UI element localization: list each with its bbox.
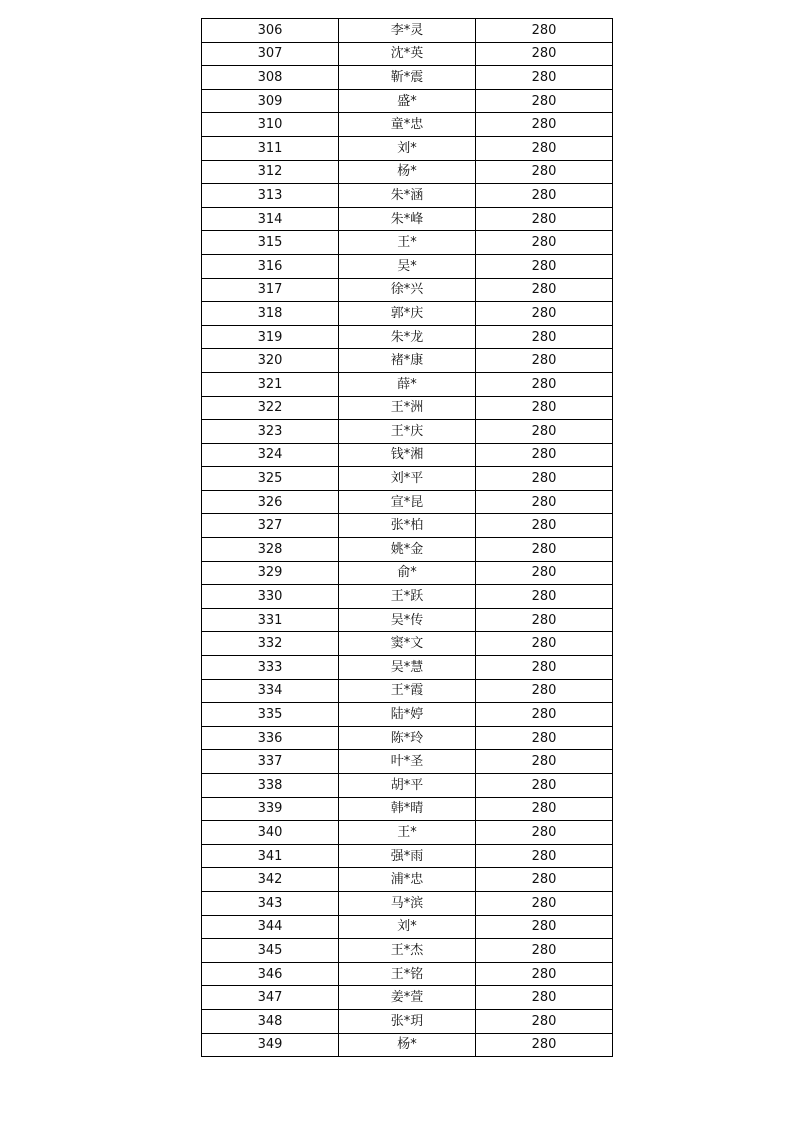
- table-row: [202, 774, 613, 798]
- name-cell: 杨*: [339, 160, 476, 184]
- name-cell: 胡*平: [339, 774, 476, 798]
- amount-cell: 280: [476, 726, 613, 750]
- amount-cell: 280: [476, 372, 613, 396]
- table-row: [202, 561, 613, 585]
- table-row: [202, 986, 613, 1010]
- row-number-cell: 331: [202, 608, 339, 632]
- table-row: [202, 844, 613, 868]
- row-number-cell: 345: [202, 939, 339, 963]
- row-number-cell: 312: [202, 160, 339, 184]
- amount-cell: 280: [476, 703, 613, 727]
- amount-cell: 280: [476, 278, 613, 302]
- name-cell: 朱*涵: [339, 184, 476, 208]
- amount-cell: 280: [476, 467, 613, 491]
- name-cell: 沈*英: [339, 42, 476, 66]
- name-cell: 朱*龙: [339, 325, 476, 349]
- row-number-cell: 317: [202, 278, 339, 302]
- amount-cell: 280: [476, 915, 613, 939]
- table-row: [202, 467, 613, 491]
- roster-table: [201, 18, 613, 1057]
- amount-cell: 280: [476, 821, 613, 845]
- name-cell: 钱*湘: [339, 443, 476, 467]
- amount-cell: 280: [476, 939, 613, 963]
- amount-cell: 280: [476, 608, 613, 632]
- row-number-cell: 321: [202, 372, 339, 396]
- table-row: [202, 750, 613, 774]
- row-number-cell: 329: [202, 561, 339, 585]
- table-row: [202, 113, 613, 137]
- row-number-cell: 330: [202, 585, 339, 609]
- amount-cell: 280: [476, 986, 613, 1010]
- table-row: [202, 703, 613, 727]
- table-row: [202, 66, 613, 90]
- row-number-cell: 334: [202, 679, 339, 703]
- row-number-cell: 333: [202, 656, 339, 680]
- name-cell: 盛*: [339, 89, 476, 113]
- table-row: [202, 420, 613, 444]
- row-number-cell: 323: [202, 420, 339, 444]
- name-cell: 陈*玲: [339, 726, 476, 750]
- name-cell: 刘*: [339, 136, 476, 160]
- name-cell: 马*滨: [339, 891, 476, 915]
- table-row: [202, 608, 613, 632]
- table-row: [202, 585, 613, 609]
- row-number-cell: 336: [202, 726, 339, 750]
- table-row: [202, 1033, 613, 1057]
- name-cell: 王*铭: [339, 962, 476, 986]
- name-cell: 李*灵: [339, 19, 476, 43]
- amount-cell: 280: [476, 490, 613, 514]
- table-row: [202, 19, 613, 43]
- amount-cell: 280: [476, 325, 613, 349]
- amount-cell: 280: [476, 207, 613, 231]
- name-cell: 王*庆: [339, 420, 476, 444]
- row-number-cell: 341: [202, 844, 339, 868]
- amount-cell: 280: [476, 19, 613, 43]
- row-number-cell: 338: [202, 774, 339, 798]
- row-number-cell: 314: [202, 207, 339, 231]
- name-cell: 姚*金: [339, 538, 476, 562]
- table-row: [202, 962, 613, 986]
- table-row: [202, 726, 613, 750]
- name-cell: 王*洲: [339, 396, 476, 420]
- amount-cell: 280: [476, 42, 613, 66]
- row-number-cell: 316: [202, 254, 339, 278]
- amount-cell: 280: [476, 679, 613, 703]
- table-row: [202, 1009, 613, 1033]
- table-row: [202, 89, 613, 113]
- amount-cell: 280: [476, 160, 613, 184]
- row-number-cell: 327: [202, 514, 339, 538]
- row-number-cell: 332: [202, 632, 339, 656]
- row-number-cell: 318: [202, 302, 339, 326]
- name-cell: 韩*晴: [339, 797, 476, 821]
- amount-cell: 280: [476, 538, 613, 562]
- table-row: [202, 302, 613, 326]
- name-cell: 褚*康: [339, 349, 476, 373]
- row-number-cell: 326: [202, 490, 339, 514]
- table-row: [202, 231, 613, 255]
- table-row: [202, 325, 613, 349]
- roster-table-body: [202, 19, 613, 1057]
- name-cell: 刘*: [339, 915, 476, 939]
- amount-cell: 280: [476, 632, 613, 656]
- amount-cell: 280: [476, 443, 613, 467]
- row-number-cell: 315: [202, 231, 339, 255]
- row-number-cell: 328: [202, 538, 339, 562]
- row-number-cell: 347: [202, 986, 339, 1010]
- amount-cell: 280: [476, 113, 613, 137]
- row-number-cell: 310: [202, 113, 339, 137]
- amount-cell: 280: [476, 844, 613, 868]
- amount-cell: 280: [476, 396, 613, 420]
- table-row: [202, 868, 613, 892]
- amount-cell: 280: [476, 797, 613, 821]
- amount-cell: 280: [476, 420, 613, 444]
- amount-cell: 280: [476, 774, 613, 798]
- name-cell: 吴*慧: [339, 656, 476, 680]
- name-cell: 杨*: [339, 1033, 476, 1057]
- table-row: [202, 184, 613, 208]
- name-cell: 张*玥: [339, 1009, 476, 1033]
- name-cell: 刘*平: [339, 467, 476, 491]
- name-cell: 王*: [339, 231, 476, 255]
- table-row: [202, 42, 613, 66]
- row-number-cell: 320: [202, 349, 339, 373]
- amount-cell: 280: [476, 891, 613, 915]
- name-cell: 叶*圣: [339, 750, 476, 774]
- table-row: [202, 443, 613, 467]
- name-cell: 朱*峰: [339, 207, 476, 231]
- amount-cell: 280: [476, 585, 613, 609]
- name-cell: 强*雨: [339, 844, 476, 868]
- row-number-cell: 306: [202, 19, 339, 43]
- table-row: [202, 254, 613, 278]
- name-cell: 张*柏: [339, 514, 476, 538]
- table-row: [202, 349, 613, 373]
- table-row: [202, 538, 613, 562]
- row-number-cell: 339: [202, 797, 339, 821]
- table-row: [202, 490, 613, 514]
- name-cell: 陆*婷: [339, 703, 476, 727]
- amount-cell: 280: [476, 136, 613, 160]
- table-row: [202, 632, 613, 656]
- row-number-cell: 325: [202, 467, 339, 491]
- row-number-cell: 349: [202, 1033, 339, 1057]
- row-number-cell: 344: [202, 915, 339, 939]
- table-row: [202, 396, 613, 420]
- amount-cell: 280: [476, 254, 613, 278]
- name-cell: 姜*萱: [339, 986, 476, 1010]
- amount-cell: 280: [476, 868, 613, 892]
- amount-cell: 280: [476, 302, 613, 326]
- amount-cell: 280: [476, 89, 613, 113]
- row-number-cell: 340: [202, 821, 339, 845]
- row-number-cell: 342: [202, 868, 339, 892]
- name-cell: 童*忠: [339, 113, 476, 137]
- table-row: [202, 136, 613, 160]
- name-cell: 吴*传: [339, 608, 476, 632]
- amount-cell: 280: [476, 1009, 613, 1033]
- row-number-cell: 348: [202, 1009, 339, 1033]
- name-cell: 薛*: [339, 372, 476, 396]
- name-cell: 郭*庆: [339, 302, 476, 326]
- row-number-cell: 322: [202, 396, 339, 420]
- table-row: [202, 278, 613, 302]
- amount-cell: 280: [476, 66, 613, 90]
- amount-cell: 280: [476, 184, 613, 208]
- row-number-cell: 319: [202, 325, 339, 349]
- amount-cell: 280: [476, 349, 613, 373]
- table-row: [202, 372, 613, 396]
- row-number-cell: 343: [202, 891, 339, 915]
- table-row: [202, 891, 613, 915]
- table-row: [202, 656, 613, 680]
- name-cell: 王*跃: [339, 585, 476, 609]
- table-row: [202, 679, 613, 703]
- amount-cell: 280: [476, 1033, 613, 1057]
- row-number-cell: 337: [202, 750, 339, 774]
- row-number-cell: 324: [202, 443, 339, 467]
- name-cell: 王*霞: [339, 679, 476, 703]
- table-row: [202, 514, 613, 538]
- name-cell: 俞*: [339, 561, 476, 585]
- row-number-cell: 311: [202, 136, 339, 160]
- amount-cell: 280: [476, 962, 613, 986]
- name-cell: 吴*: [339, 254, 476, 278]
- amount-cell: 280: [476, 561, 613, 585]
- row-number-cell: 309: [202, 89, 339, 113]
- name-cell: 宣*昆: [339, 490, 476, 514]
- name-cell: 窦*文: [339, 632, 476, 656]
- name-cell: 王*杰: [339, 939, 476, 963]
- name-cell: 王*: [339, 821, 476, 845]
- name-cell: 浦*忠: [339, 868, 476, 892]
- table-row: [202, 939, 613, 963]
- row-number-cell: 307: [202, 42, 339, 66]
- row-number-cell: 308: [202, 66, 339, 90]
- table-row: [202, 207, 613, 231]
- amount-cell: 280: [476, 514, 613, 538]
- table-row: [202, 160, 613, 184]
- table-row: [202, 821, 613, 845]
- row-number-cell: 313: [202, 184, 339, 208]
- table-row: [202, 797, 613, 821]
- table-row: [202, 915, 613, 939]
- amount-cell: 280: [476, 231, 613, 255]
- name-cell: 靳*震: [339, 66, 476, 90]
- name-cell: 徐*兴: [339, 278, 476, 302]
- row-number-cell: 335: [202, 703, 339, 727]
- row-number-cell: 346: [202, 962, 339, 986]
- amount-cell: 280: [476, 656, 613, 680]
- amount-cell: 280: [476, 750, 613, 774]
